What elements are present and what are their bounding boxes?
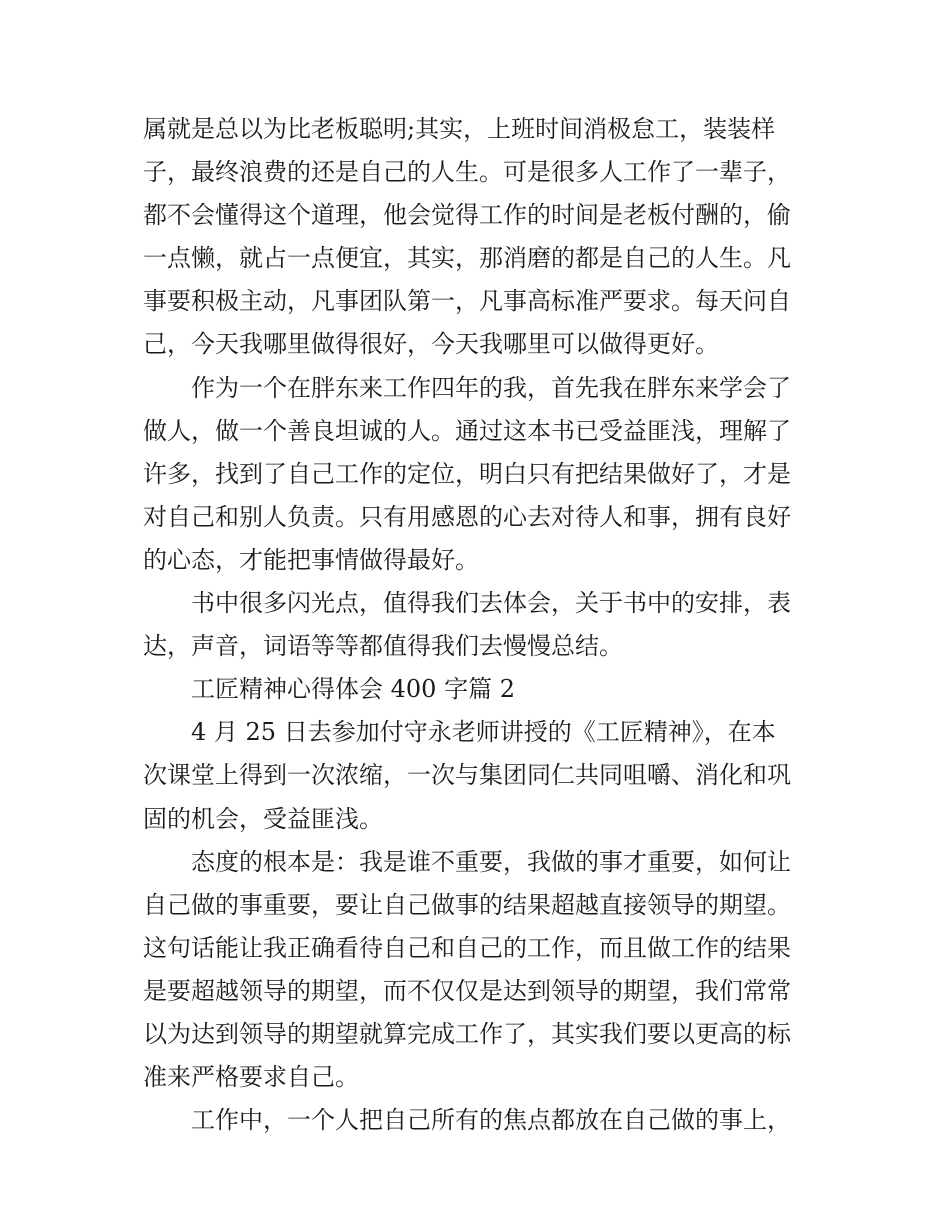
text-line: 自己做的事重要，要让自己做事的结果超越直接领导的期望。	[143, 890, 791, 919]
text-line: 工匠精神心得体会 400 字篇 2	[191, 675, 515, 704]
paragraph	[143, 841, 815, 1100]
text-line: 子，最终浪费的还是自己的人生。可是很多人工作了一辈子，	[143, 158, 791, 187]
text-line: 准来严格要求自己。	[143, 1063, 359, 1092]
paragraph	[143, 582, 815, 668]
text-line: 对自己和别人负责。只有用感恩的心去对待人和事，拥有良好	[143, 502, 791, 531]
text-line: 这句话能让我正确看待自己和自己的工作，而且做工作的结果	[143, 933, 791, 962]
text-line: 己，今天我哪里做得很好，今天我哪里可以做得更好。	[143, 330, 719, 359]
text-line: 做人，做一个善良坦诚的人。通过这本书已受益匪浅，理解了	[143, 416, 791, 445]
text-line: 固的机会，受益匪浅。	[143, 804, 383, 833]
text-line: 事要积极主动，凡事团队第一，凡事高标准严要求。每天问自	[143, 287, 791, 316]
text-line: 许多，找到了自己工作的定位，明白只有把结果做好了，才是	[143, 459, 791, 488]
text-line: 属就是总以为比老板聪明;其实，上班时间消极怠工，装装样	[143, 115, 776, 143]
text-line: 态度的根本是：我是谁不重要，我做的事才重要，如何让	[191, 847, 791, 876]
text-line: 次课堂上得到一次浓缩，一次与集团同仁共同咀嚼、消化和巩	[143, 761, 791, 790]
paragraph	[143, 367, 815, 582]
text-line: 都不会懂得这个道理，他会觉得工作的时间是老板付酬的，偷	[143, 201, 791, 230]
text-line: 达，声音，词语等等都值得我们去慢慢总结。	[143, 632, 623, 661]
text-line: 的心态，才能把事情做得最好。	[143, 545, 479, 574]
text-line: 作为一个在胖东来工作四年的我，首先我在胖东来学会了	[191, 373, 791, 402]
text-line: 一点懒，就占一点便宜，其实，那消磨的都是自己的人生。凡	[143, 244, 791, 273]
text-line: 以为达到领导的期望就算完成工作了，其实我们要以更高的标	[143, 1019, 791, 1048]
text-line: 是要超越领导的期望，而不仅仅是达到领导的期望，我们常常	[143, 976, 791, 1005]
text-line: 工作中，一个人把自己所有的焦点都放在自己做的事上，	[191, 1106, 791, 1135]
text-line: 书中很多闪光点，值得我们去体会，关于书中的安排，表	[191, 589, 791, 618]
paragraph	[143, 1099, 815, 1142]
text-line: 4 月 25 日去参加付守永老师讲授的《工匠精神》，在本	[191, 718, 776, 747]
paragraph	[143, 108, 815, 367]
paragraph	[143, 668, 815, 711]
document-body	[143, 108, 815, 1142]
paragraph	[143, 711, 815, 840]
